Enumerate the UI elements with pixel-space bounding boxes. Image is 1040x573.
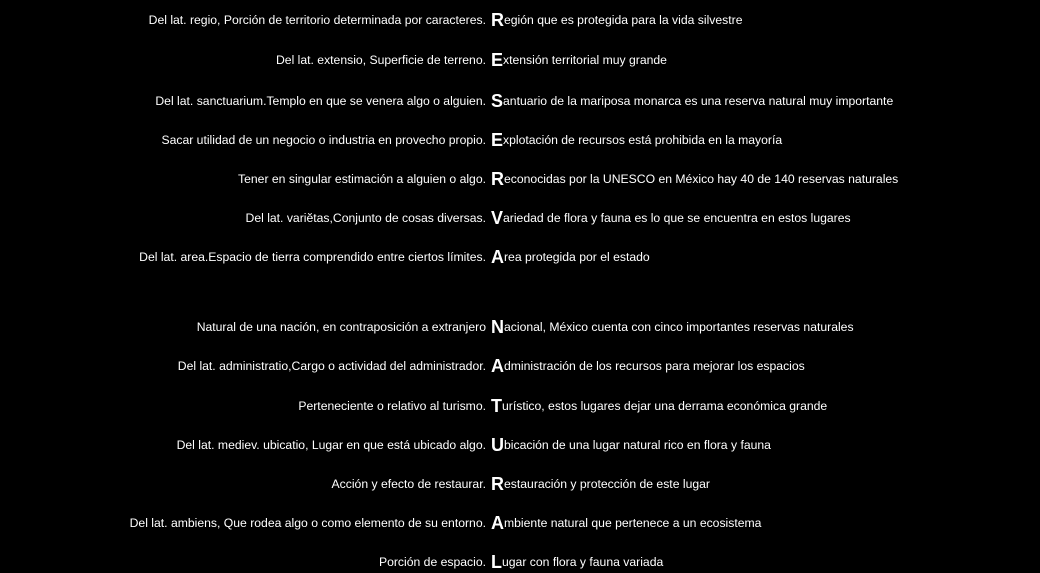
row-phrase: xtensión territorial muy grande	[503, 53, 667, 67]
row-definition: Del lat. area.Espacio de tierra comprendido entre ciertos límites.	[139, 250, 486, 264]
row-initial-letter: R	[491, 474, 504, 494]
acrostic-row	[0, 168, 1040, 190]
row-initial-letter: A	[491, 513, 504, 533]
acrostic-row	[0, 473, 1040, 495]
row-initial-letter: V	[491, 208, 504, 228]
row-definition: Natural de una nación, en contraposición a extranjero	[196, 320, 486, 334]
row-phrase: egión que es protegida para la vida silvestre	[504, 13, 743, 27]
acrostic-row	[0, 316, 1040, 338]
row-definition: Del lat. regio, Porción de territorio determinada por caracteres.	[148, 13, 486, 27]
acrostic-row	[0, 246, 1040, 268]
row-definition: Del lat. ambiens, Que rodea algo o como elemento de su entorno.	[129, 516, 486, 530]
row-definition: Del lat. administratio,Cargo o actividad del administrador.	[177, 359, 486, 373]
row-phrase: ariedad de flora y fauna es lo que se encuentra en estos lugares	[503, 211, 851, 225]
acrostic-row	[0, 90, 1040, 112]
row-phrase: dministración de los recursos para mejorar los espacios	[504, 359, 805, 373]
row-phrase: bicación de una lugar natural rico en flora y fauna	[504, 438, 771, 452]
row-initial-letter: E	[491, 50, 504, 70]
row-phrase: estauración y protección de este lugar	[504, 477, 710, 491]
row-initial-letter: E	[491, 130, 504, 150]
acrostic-row	[0, 9, 1040, 31]
row-initial-letter: L	[491, 552, 502, 572]
row-definition: Sacar utilidad de un negocio o industria en provecho propio.	[161, 133, 486, 147]
row-definition: Del lat. mediev. ubicatio, Lugar en que está ubicado algo.	[176, 438, 486, 452]
row-phrase: xplotación de recursos está prohibida en la mayoría	[503, 133, 783, 147]
row-initial-letter: U	[491, 435, 504, 455]
row-phrase: econocidas por la UNESCO en México hay 40 de 140 reservas naturales	[504, 172, 899, 186]
acrostic-row	[0, 129, 1040, 151]
row-initial-letter: N	[491, 317, 504, 337]
row-initial-letter: R	[491, 169, 504, 189]
row-definition: Del lat. extensio, Superficie de terreno.	[275, 53, 486, 67]
row-initial-letter: R	[491, 10, 504, 30]
acrostic-row	[0, 395, 1040, 417]
acrostic-row	[0, 512, 1040, 534]
row-definition: Del lat. sanctuarium.Templo en que se venera algo o alguien.	[155, 94, 486, 108]
row-phrase: urístico, estos lugares dejar una derrama económica grande	[502, 399, 828, 413]
row-initial-letter: A	[491, 247, 504, 267]
acrostic-row	[0, 355, 1040, 377]
row-phrase: acional, México cuenta con cinco importantes reservas naturales	[504, 320, 854, 334]
acrostic-row	[0, 434, 1040, 456]
acrostic-row	[0, 551, 1040, 573]
acrostic-row	[0, 49, 1040, 71]
row-definition: Tener en singular estimación a alguien o algo.	[238, 172, 486, 186]
row-definition: Porción de espacio.	[378, 555, 486, 569]
row-initial-letter: S	[491, 91, 504, 111]
row-phrase: antuario de la mariposa monarca es una reserva natural muy importante	[503, 94, 894, 108]
row-phrase: rea protegida por el estado	[504, 250, 650, 264]
row-definition: Perteneciente o relativo al turismo.	[298, 399, 486, 413]
row-definition: Acción y efecto de restaurar.	[331, 477, 486, 491]
row-phrase: ugar con flora y fauna variada	[502, 555, 664, 569]
row-initial-letter: A	[491, 356, 504, 376]
acrostic-row	[0, 207, 1040, 229]
row-definition: Del lat. variĕtas,Conjunto de cosas diversas.	[245, 211, 486, 225]
row-initial-letter: T	[491, 396, 502, 416]
row-phrase: mbiente natural que pertenece a un ecosistema	[504, 516, 762, 530]
